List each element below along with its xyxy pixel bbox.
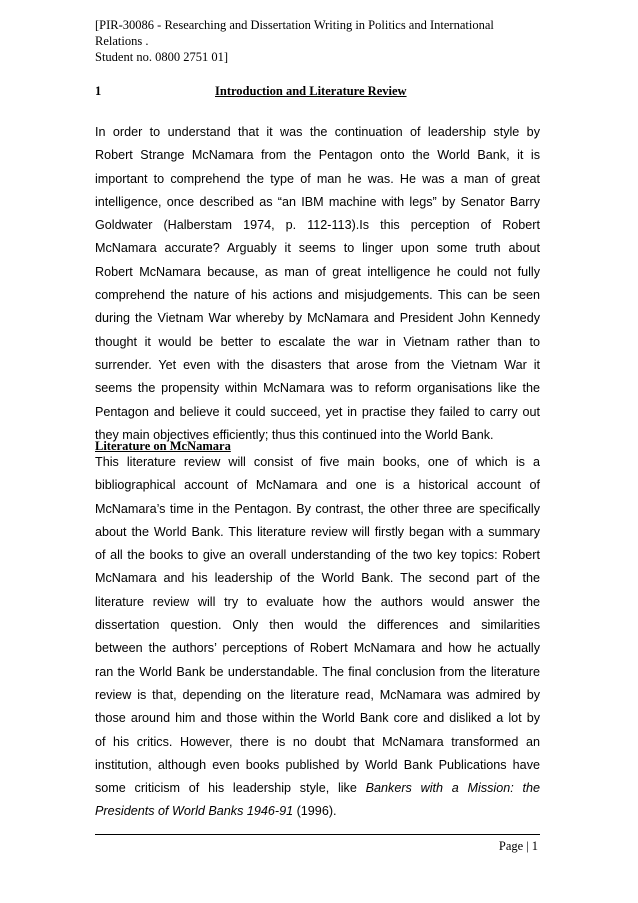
text-line: dissertation question. Only then would the differences and similarities bbox=[95, 618, 540, 633]
text-line: comprehend the nature of his actions and misjudgements. This can be seen bbox=[95, 288, 540, 303]
document-header bbox=[95, 17, 525, 65]
text-line: Robert Strange McNamara from the Pentagon onto the World Bank, it is bbox=[95, 148, 540, 163]
text-line: Pentagon and believe it could succeed, yet in practise they failed to carry out bbox=[95, 404, 540, 419]
text-line: review is that, depending on the literature read, McNamara was admired by bbox=[95, 687, 540, 702]
header-line: Student no. 0800 2751 01] bbox=[95, 50, 228, 64]
text-line: Robert McNamara because, as man of great intelligence he could not fully bbox=[95, 264, 540, 279]
text-line: literature review will try to evaluate how the authors would answer the bbox=[95, 594, 540, 609]
text-line: Goldwater (Halberstam 1974, p. 112-113).Is this perception of Robert bbox=[95, 218, 540, 233]
text-line: McNamara’s time in the Pentagon. By contrast, the other three are specifically bbox=[95, 501, 540, 516]
introduction-paragraph bbox=[95, 121, 540, 447]
text-line: McNamara accurate? Arguably it seems to linger upon some truth about bbox=[95, 241, 540, 256]
text-line: between the authors’ perceptions of Robert McNamara and how he actually bbox=[95, 641, 540, 656]
text-line: they main objectives efficiently; thus this continued into the World Bank. bbox=[95, 427, 494, 442]
literature-paragraph bbox=[95, 451, 540, 824]
book-title-italic: Presidents of World Banks 1946-91 bbox=[95, 804, 294, 819]
text-line bbox=[95, 777, 540, 800]
text-line: surrender. Yet even with the disasters that arose from the Vietnam War it bbox=[95, 357, 540, 372]
text-line: thought it would be better to escalate the war in Vietnam rather than to bbox=[95, 334, 540, 349]
page-footer bbox=[95, 834, 540, 853]
page-separator: | bbox=[526, 839, 529, 853]
text-line: seems the propensity within McNamara was to reform organisations like the bbox=[95, 381, 540, 396]
text-line: ran the World Bank be understandable. The final conclusion from the literature bbox=[95, 664, 540, 679]
text-line: of his critics. However, there is no doubt that McNamara transformed an bbox=[95, 734, 540, 749]
header-line: [PIR-30086 - Researching and Dissertation Writing in Politics and International bbox=[95, 18, 494, 32]
text-line: important to comprehend the type of man he was. He was a man of great bbox=[95, 171, 540, 186]
page-number bbox=[499, 839, 538, 854]
text-line: McNamara and his leadership of the World Bank. The second part of the bbox=[95, 571, 540, 586]
text-line: of all the books to give an overall understanding of the two key topics: Robert bbox=[95, 548, 540, 563]
text-line: intelligence, once described as “an IBM machine with legs” by Senator Barry bbox=[95, 194, 540, 209]
text-line: bibliographical account of McNamara and one is a historical account of bbox=[95, 478, 540, 493]
text-line: those around him and those within the World Bank core and disliked a lot by bbox=[95, 711, 540, 726]
text-line: In order to understand that it was the continuation of leadership style by bbox=[95, 125, 540, 139]
literature-heading: Literature on McNamara bbox=[95, 439, 231, 453]
section-title: Introduction and Literature Review bbox=[215, 84, 407, 98]
text-segment: some criticism of his leadership style, like bbox=[95, 781, 366, 796]
section-heading bbox=[95, 84, 545, 102]
book-title-italic: Bankers with a Mission: the bbox=[365, 781, 540, 796]
text-line: about the World Bank. This literature review will firstly began with a summary bbox=[95, 524, 540, 539]
text-segment: (1996). bbox=[293, 804, 337, 819]
section-number: 1 bbox=[95, 84, 102, 98]
text-line: during the Vietnam War whereby by McNamara and President John Kennedy bbox=[95, 311, 540, 326]
page-number-value: 1 bbox=[531, 839, 538, 853]
header-line: Relations . bbox=[95, 34, 149, 48]
text-line: institution, although even books published by World Bank Publications have bbox=[95, 757, 540, 772]
text-line: This literature review will consist of five main books, one of which is a bbox=[95, 455, 540, 469]
page-label: Page bbox=[498, 839, 524, 853]
text-line bbox=[95, 800, 540, 823]
